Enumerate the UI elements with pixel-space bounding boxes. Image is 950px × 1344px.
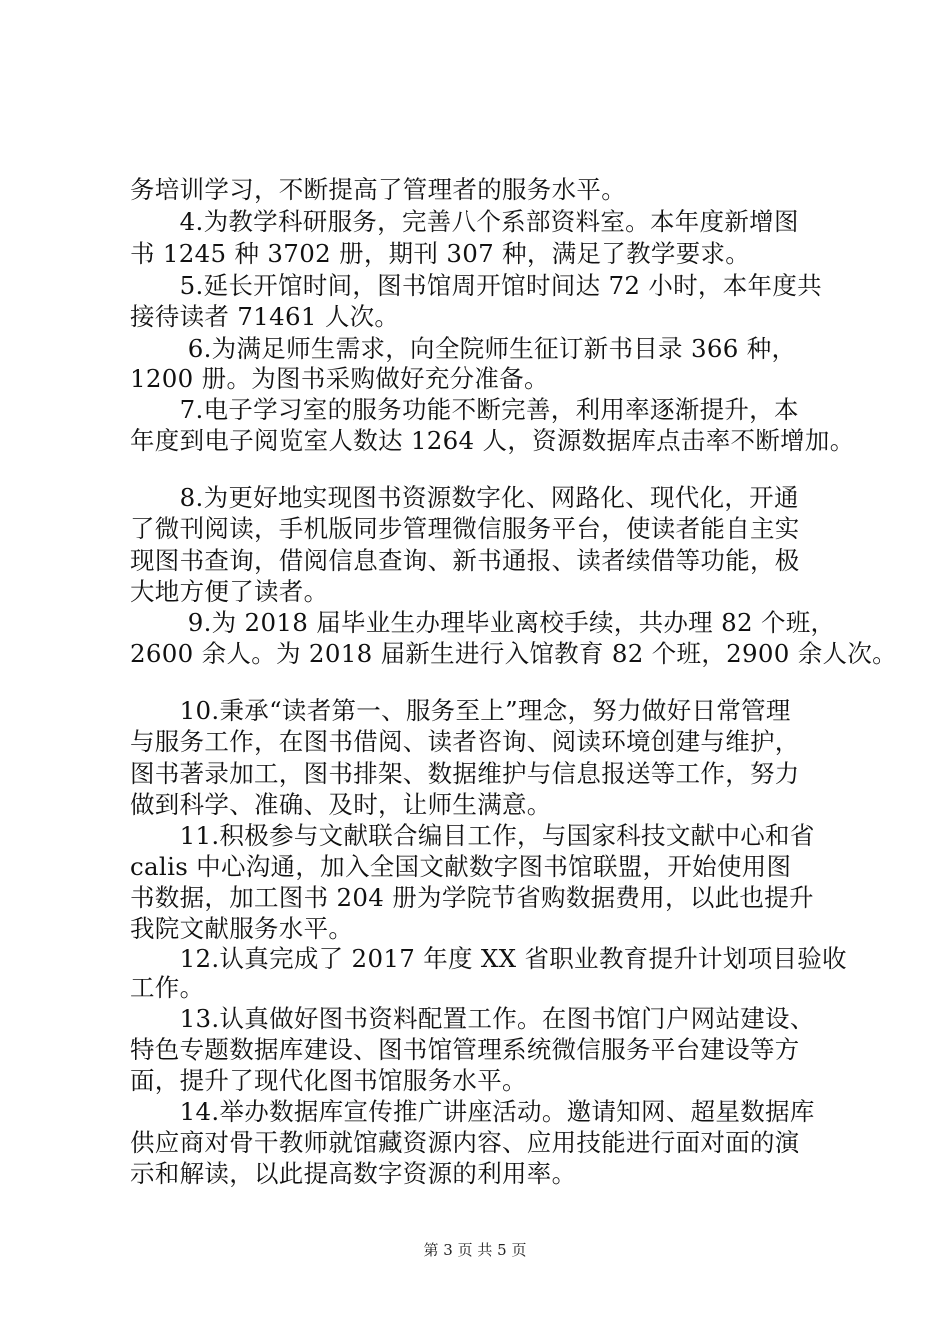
text-line: 了微刊阅读，手机版同步管理微信服务平台，使读者能自主实 xyxy=(130,514,800,543)
text-line: 书 1245 种 3702 册，期刊 307 种，满足了教学要求。 xyxy=(130,239,751,268)
text-line: 10.秉承“读者第一、服务至上”理念，努力做好日常管理 xyxy=(130,696,791,725)
text-line: 12.认真完成了 2017 年度 XX 省职业教育提升计划项目验收 xyxy=(130,944,847,973)
text-line: 务培训学习，不断提高了管理者的服务水平。 xyxy=(130,175,626,204)
text-line: 大地方便了读者。 xyxy=(130,577,329,606)
page-footer: 第 3 页 共 5 页 xyxy=(423,1241,527,1259)
text-line: 2600 余人。为 2018 届新生进行入馆教育 82 个班，2900 余人次。 xyxy=(130,639,897,668)
text-line: 13.认真做好图书资料配置工作。在图书馆门户网站建设、 xyxy=(130,1004,815,1033)
text-line: 现图书查询，借阅信息查询、新书通报、读者续借等功能，极 xyxy=(130,546,800,575)
text-line: 年度到电子阅览室人数达 1264 人，资源数据库点击率不断增加。 xyxy=(130,426,855,455)
text-line: 5.延长开馆时间，图书馆周开馆时间达 72 小时，本年度共 xyxy=(130,271,822,300)
text-line: 书数据，加工图书 204 册为学院节省购数据费用，以此也提升 xyxy=(130,883,814,912)
text-line: 接待读者 71461 人次。 xyxy=(130,302,400,331)
text-line: 4.为教学科研服务，完善八个系部资料室。本年度新增图 xyxy=(130,207,799,236)
text-line: 面，提升了现代化图书馆服务水平。 xyxy=(130,1066,527,1095)
text-line: 示和解读，以此提高数字资源的利用率。 xyxy=(130,1159,577,1188)
text-line: 供应商对骨干教师就馆藏资源内容、应用技能进行面对面的演 xyxy=(130,1128,800,1157)
text-line: 做到科学、准确、及时，让师生满意。 xyxy=(130,790,552,819)
text-line: 我院文献服务水平。 xyxy=(130,914,354,943)
text-line: 图书著录加工，图书排架、数据维护与信息报送等工作，努力 xyxy=(130,759,800,788)
text-line: 与服务工作，在图书借阅、读者咨询、阅读环境创建与维护， xyxy=(130,727,800,756)
text-line: 特色专题数据库建设、图书馆管理系统微信服务平台建设等方 xyxy=(130,1035,800,1064)
text-line: 8.为更好地实现图书资源数字化、网路化、现代化，开通 xyxy=(130,483,799,512)
text-line: 11.积极参与文献联合编目工作，与国家科技文献中心和省 xyxy=(130,821,815,850)
text-line: 工作。 xyxy=(130,973,205,1002)
text-line: 1200 册。为图书采购做好充分准备。 xyxy=(130,364,549,393)
text-line: 7.电子学习室的服务功能不断完善，利用率逐渐提升，本 xyxy=(130,395,799,424)
text-line: 14.举办数据库宣传推广讲座活动。邀请知网、超星数据库 xyxy=(130,1097,815,1126)
text-line: 6.为满足师生需求，向全院师生征订新书目录 366 种， xyxy=(130,334,797,363)
text-line: 9.为 2018 届毕业生办理毕业离校手续，共办理 82 个班， xyxy=(130,608,836,637)
text-line: calis 中心沟通，加入全国文献数字图书馆联盟，开始使用图 xyxy=(130,852,792,881)
